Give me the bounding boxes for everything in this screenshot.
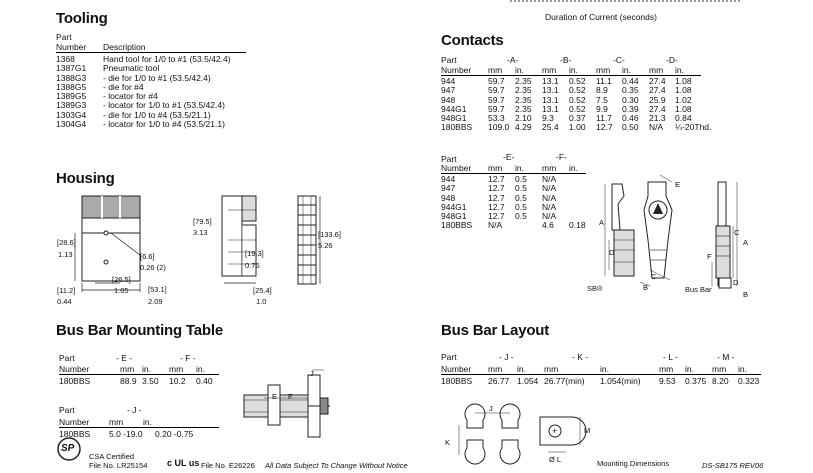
contacts2-row: 944G1 12.7 0.5 N/A [441,201,557,212]
bbl-group-m: - M - [717,352,735,362]
contacts2-row: 944 12.7 0.5 N/A [441,174,557,184]
contacts-group-e: -E- [503,152,515,162]
busbar-label-f: F [707,252,712,261]
bbl-label-m: M [584,426,591,435]
contacts-group-f: -F- [556,152,567,162]
contacts2-row: 180BBS N/A 4.6 0.18 [441,220,586,231]
busbar-label-b: B [743,290,749,299]
tooling-row: 1389G5 - locator for #4 [56,91,158,102]
tooling-row: 1389G3 - locator for 1/0 to #1 (53.5/42.4) [56,100,225,111]
bbl-label-k: K [445,438,451,447]
contacts-row: 948G1 53.3 2.10 9.3 0.37 11.7 0.46 21.3 0.84 [441,113,692,124]
bbl-group-l: - L - [663,352,678,362]
busbar-table-title: Bus Bar Mounting Table [56,322,223,339]
bbt-hdr-part-2: Part [59,405,75,415]
contacts2-row: 947 12.7 0.5 N/A [441,183,557,194]
contacts-header-row: Number mm in. mm in. mm in. mm in. [441,65,684,75]
contacts2-header-row: Number mm in. mm in. [441,163,578,173]
tooling-row: 1388G5 - die for #4 [56,81,144,92]
bbl-group-k: - K - [572,352,589,362]
bbl-header-row: Number mm in. mm in. mm in. mm in. [441,364,747,374]
housing-dim-1: [28.6] [57,238,76,247]
bbt-group-j: - J - [127,405,142,415]
contacts-row: 948 59.7 2.35 13.1 0.52 7.5 0.30 25.9 1.02 [441,94,692,105]
bbl-label-plus: + [552,426,558,436]
contacts-row: 944G1 59.7 2.35 13.1 0.52 9.9 0.39 27.4 1.08 [441,103,692,114]
tooling-row: 1368 Hand tool for 1/0 to #1 (53.5/42.4) [56,54,231,64]
tooling-row: 1303G4 - die for 1/0 to #4 (53.5/21.1) [56,109,211,120]
contact-label-b: B [643,283,649,292]
housing-dim-5b: 2.09 [148,297,163,306]
bbl-row: 180BBS 26.77 1.054 26.77(min) 1.054(min) 9.53 0.375 8.20 0.323 [441,376,760,386]
busbar-label-d: D [733,278,739,287]
contacts-row: 180BBS 109.0 4.29 25.4 1.00 12.7 0.50 N/A ¼-20Thd. [441,122,712,133]
bbl-group-j: - J - [499,352,514,362]
bbl-label-j: J [489,404,493,413]
csa-file-no: File No. LR25154 [89,461,148,470]
housing-dim-4: [11.2] [57,286,76,295]
ul-logo: c UL us [167,458,200,468]
contacts-row: 944 59.7 2.35 13.1 0.52 11.1 0.44 27.4 1.08 [441,76,692,86]
housing-dim-6: [79.5] [193,217,212,226]
bbl-label-l: Ø L [549,455,562,464]
bbt-row-2: 180BBS 5.0 -19.0 0.20 -0.75 [59,429,194,439]
duration-caption: Duration of Current (seconds) [545,12,657,22]
housing-dim-9b: 5.26 [318,241,333,250]
bbt-group-f: - F - [180,353,196,363]
contacts-title: Contacts [441,32,504,49]
csa-logo-text: SP [61,443,75,454]
busbar-label-a: A [743,238,749,247]
tooling-hdr-number: Number [56,43,246,53]
contacts-hdr-part-2: Part [441,154,457,164]
sb-label: SB® [587,284,603,293]
busbar-label-c: C [734,228,740,237]
bbl-hdr-part: Part [441,352,457,362]
bbt-header-row-2: Number mm in. [59,417,152,427]
contact-label-a: A [599,218,605,227]
housing-dim-9: [133.6] [318,230,341,239]
contacts-group-c: -C- [613,55,625,65]
housing-dim-2: [6.6] [140,252,155,261]
doc-id: DS-SB175 REV06 [702,461,764,470]
mounting-dimensions-caption: Mounting Dimensions [597,459,670,468]
contact-label-e: E [675,180,681,189]
housing-title: Housing [56,170,115,187]
csa-certified-text: CSA Certified [89,452,135,461]
bbt-label-f: F [288,392,293,401]
tooling-row: 1304G4 - locator for 1/0 to #4 (53.5/21.1) [56,119,225,130]
contacts-group-a: -A- [507,55,519,65]
tooling-title: Tooling [56,10,108,27]
bbt-header-row: Number mm in. mm in. [59,364,205,374]
disclaimer: All Data Subject To Change Without Notice [265,461,408,470]
bbt-label-j: J [310,369,314,378]
housing-dim-2b: 0.26 (2) [140,263,166,272]
housing-dim-3: [26.5] [112,275,131,284]
contacts-row: 947 59.7 2.35 13.1 0.52 8.9 0.35 27.4 1.08 [441,85,692,96]
busbar-contact-label: Bus Bar [685,285,712,294]
housing-dim-7: [19.3] [245,249,264,258]
housing-dim-8b: 1.0 [256,297,267,306]
contacts2-row: 948 12.7 0.5 N/A [441,192,557,203]
tooling-row: 1387G1 Pneumatic tool [56,63,160,74]
contacts-hdr-part: Part [441,55,457,65]
housing-dim-5: [53.1] [148,285,167,294]
housing-dim-6b: 3.13 [193,228,208,237]
busbar-layout-title: Bus Bar Layout [441,322,550,339]
contacts-group-b: -B- [560,55,572,65]
bbt-row-1: 180BBS 88.9 3.50 10.2 0.40 [59,376,213,386]
contact-label-c: C [651,272,657,281]
tooling-hdr-desc: Description [103,42,146,52]
bbt-label-e: E [272,392,278,401]
contacts-group-d: -D- [666,55,678,65]
contact-label-d: D [609,248,615,257]
ul-file-no: File No. E26226 [201,461,255,470]
tooling-row: 1388G3 - die for 1/0 to #1 (53.5/42.4) [56,72,211,83]
bbt-hdr-part: Part [59,353,75,363]
bbt-group-e: - E - [116,353,133,363]
tooling-hdr-part: Part [56,32,72,42]
contacts2-row: 948G1 12.7 0.5 N/A [441,211,557,222]
housing-dim-4b: 0.44 [57,297,72,306]
housing-dim-8: [25.4] [253,286,272,295]
housing-dim-7b: 0.76 [245,261,260,270]
housing-dim-3b: 1.05 [114,286,129,295]
housing-dim-1b: 1.13 [58,250,73,259]
